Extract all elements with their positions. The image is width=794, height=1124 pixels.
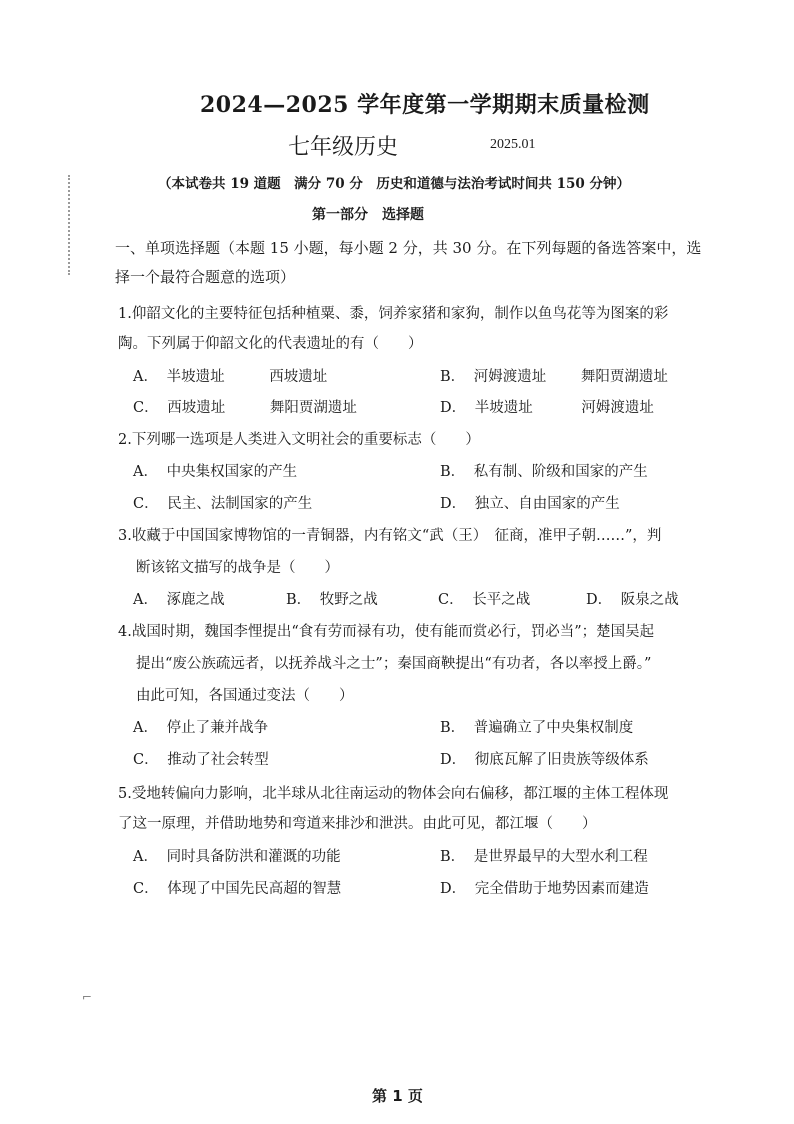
option-key: C． <box>133 400 159 416</box>
option-key: B． <box>440 720 466 736</box>
question-stem-line: 3.收藏于中国国家博物馆的一青铜器，内有铭文“武（王） 征商，准甲子朝……”，判 <box>118 528 662 544</box>
option-b[interactable] <box>440 460 648 481</box>
option-key: C． <box>438 592 464 608</box>
option-d[interactable] <box>440 748 649 769</box>
option-b[interactable] <box>286 588 378 609</box>
option-text: 长平之战 <box>472 592 531 608</box>
option-text: 完全借助于地势因素而建造 <box>474 881 649 897</box>
option-text: 舞阳贾湖遗址 <box>580 369 668 385</box>
question-stem-line: 5.受地转偏向力影响，北半球从北往南运动的物体会向右偏移，都江堰的主体工程体现 <box>118 786 669 802</box>
option-key: B． <box>440 849 466 865</box>
option-c[interactable] <box>438 588 530 609</box>
binding-dotted-line <box>68 175 70 275</box>
option-key: B． <box>286 592 312 608</box>
option-text: 西坡遗址 <box>167 400 226 416</box>
option-text: 是世界最早的大型水利工程 <box>473 849 648 865</box>
option-text: 停止了兼并战争 <box>166 720 269 736</box>
part-title: 第一部分 选择题 <box>312 207 424 223</box>
section-instruction-line2: 择一个最符合题意的选项） <box>115 268 296 286</box>
exam-subject: 七年级历史 <box>288 135 399 160</box>
option-text: 阪泉之战 <box>620 592 679 608</box>
question-stem-line: 4.战国时期，魏国李悝提出“食有劳而禄有功，使有能而赏必行，罚必当”；楚国吴起 <box>118 624 655 640</box>
option-b[interactable] <box>440 845 648 866</box>
question-stem-line: 由此可知，各国通过变法（ ） <box>136 688 354 704</box>
option-key: C． <box>133 496 159 512</box>
option-text: 独立、自由国家的产生 <box>474 496 620 512</box>
option-text: 半坡遗址 <box>474 400 533 416</box>
exam-note: （本试卷共 19 道题 满分 70 分 历史和道德与法治考试时间共 150 分钟） <box>158 176 630 192</box>
option-key: A． <box>133 849 158 865</box>
page-number: 第 1 页 <box>372 1087 423 1105</box>
option-a[interactable] <box>133 588 225 609</box>
question-stem-line: 2.下列哪一选项是人类进入文明社会的重要标志（ ） <box>118 432 480 448</box>
option-text: 同时具备防洪和灌溉的功能 <box>166 849 341 865</box>
option-b[interactable] <box>440 365 668 386</box>
option-a[interactable] <box>133 460 297 481</box>
exam-title: 2024—2025 学年度第一学期期末质量检测 <box>200 92 650 118</box>
option-text: 民主、法制国家的产生 <box>167 496 313 512</box>
option-text: 彻底瓦解了旧贵族等级体系 <box>474 752 649 768</box>
option-text: 中央集权国家的产生 <box>166 464 298 480</box>
option-a[interactable] <box>133 845 341 866</box>
option-b[interactable] <box>440 716 633 737</box>
option-text: 半坡遗址 <box>166 369 225 385</box>
option-key: B． <box>440 464 466 480</box>
option-key: D． <box>440 752 467 768</box>
option-c[interactable] <box>133 396 357 417</box>
option-c[interactable] <box>133 748 269 769</box>
option-d[interactable] <box>586 588 679 609</box>
option-text: 私有制、阶级和国家的产生 <box>473 464 648 480</box>
question-stem-line: 提出“废公族疏远者，以抚养战斗之士”；秦国商鞅提出“有功者，各以率授上爵。” <box>136 656 652 672</box>
option-key: A． <box>133 720 158 736</box>
option-key: B． <box>440 369 466 385</box>
option-d[interactable] <box>440 396 654 417</box>
option-text: 河姆渡遗址 <box>473 369 547 385</box>
option-text: 舞阳贾湖遗址 <box>269 400 357 416</box>
question-stem-line: 陶。下列属于仰韶文化的代表遗址的有（ ） <box>118 336 423 352</box>
option-text: 普遍确立了中央集权制度 <box>473 720 634 736</box>
option-key: D． <box>440 496 467 512</box>
option-text: 牧野之战 <box>319 592 378 608</box>
option-key: D． <box>440 400 467 416</box>
question-stem-line: 了这一原理，并借助地势和弯道来排沙和泄洪。由此可见，都江堰（ ） <box>118 816 597 832</box>
option-key: A． <box>133 369 158 385</box>
option-text: 推动了社会转型 <box>167 752 269 768</box>
section-instruction-line1: 一、单项选择题（本题 15 小题，每小题 2 分，共 30 分。在下列每题的备选答案中，选 <box>115 239 702 257</box>
option-key: D． <box>440 881 467 897</box>
option-text: 河姆渡遗址 <box>581 400 654 416</box>
question-stem-line: 断该铭文描写的战争是（ ） <box>136 560 339 576</box>
scan-corner-mark: ⌐ <box>82 990 93 1004</box>
option-text: 西坡遗址 <box>269 369 328 385</box>
option-key: A． <box>133 592 158 608</box>
option-key: C． <box>133 752 159 768</box>
option-c[interactable] <box>133 877 341 898</box>
exam-date: 2025.01 <box>490 137 536 152</box>
option-key: A． <box>133 464 158 480</box>
option-d[interactable] <box>440 877 649 898</box>
option-key: D． <box>586 592 613 608</box>
option-a[interactable] <box>133 716 268 737</box>
question-stem-line: 1.仰韶文化的主要特征包括种植粟、黍，饲养家猪和家狗，制作以鱼鸟花等为图案的彩 <box>118 306 669 322</box>
option-text: 体现了中国先民高超的智慧 <box>167 881 342 897</box>
option-key: C． <box>133 881 159 897</box>
option-c[interactable] <box>133 492 312 513</box>
option-text: 涿鹿之战 <box>166 592 225 608</box>
option-d[interactable] <box>440 492 620 513</box>
option-a[interactable] <box>133 365 327 386</box>
